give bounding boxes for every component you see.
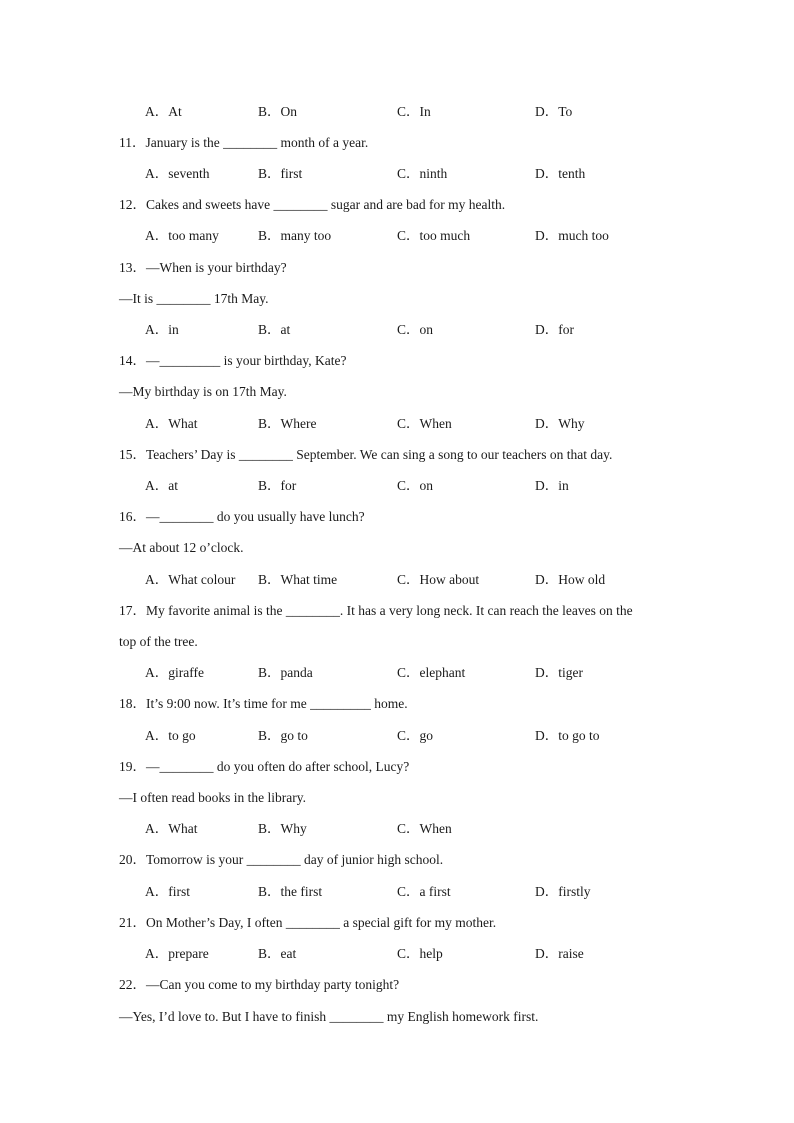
question-text: 13．—When is your birthday? xyxy=(119,260,287,275)
answer-option: D．tenth xyxy=(535,166,586,181)
answer-option: A．What xyxy=(145,416,198,431)
question-text-line xyxy=(0,507,794,527)
question-text: —Yes, I’d love to. But I have to finish ________ my English homework first. xyxy=(119,1009,539,1024)
answer-option: A．What xyxy=(145,821,198,836)
question-text-line xyxy=(0,1007,794,1027)
answer-options-row xyxy=(0,476,794,496)
answer-option: C．When xyxy=(397,416,452,431)
answer-option: B．many too xyxy=(258,228,332,243)
answer-option: C．too much xyxy=(397,228,471,243)
answer-options-row xyxy=(0,226,794,246)
answer-option: A．at xyxy=(145,478,178,493)
question-text: top of the tree. xyxy=(119,634,198,649)
answer-options-row xyxy=(0,726,794,746)
answer-options-row xyxy=(0,663,794,683)
question-text-line xyxy=(0,351,794,371)
answer-option: A．to go xyxy=(145,728,196,743)
question-text: 22．—Can you come to my birthday party tonight? xyxy=(119,977,400,992)
answer-option: C．go xyxy=(397,728,434,743)
answer-option: D．in xyxy=(535,478,569,493)
answer-option: D．for xyxy=(535,322,574,337)
answer-option: D．to go to xyxy=(535,728,600,743)
answer-option: C．on xyxy=(397,322,434,337)
answer-option: D．To xyxy=(535,104,573,119)
answer-option: C．elephant xyxy=(397,665,466,680)
answer-option: B．What time xyxy=(258,572,338,587)
answer-options-row xyxy=(0,570,794,590)
question-text: 15．Teachers’ Day is ________ September. We can sing a song to our teachers on that day. xyxy=(119,447,613,462)
question-text: —It is ________ 17th May. xyxy=(119,291,269,306)
answer-option: A．At xyxy=(145,104,182,119)
answer-option: C．ninth xyxy=(397,166,448,181)
answer-option: C．on xyxy=(397,478,434,493)
question-text-line xyxy=(0,538,794,558)
question-text-line xyxy=(0,195,794,215)
answer-option: C．When xyxy=(397,821,452,836)
question-text: —I often read books in the library. xyxy=(119,790,306,805)
answer-options-row xyxy=(0,414,794,434)
answer-option: C．How about xyxy=(397,572,480,587)
answer-option: D．firstly xyxy=(535,884,591,899)
question-text: 19．—________ do you often do after school, Lucy? xyxy=(119,759,410,774)
question-text-line xyxy=(0,975,794,995)
question-text: 18．It’s 9:00 now. It’s time for me _________ home. xyxy=(119,696,408,711)
question-text: 21．On Mother’s Day, I often ________ a special gift for my mother. xyxy=(119,915,497,930)
answer-option: B．first xyxy=(258,166,303,181)
answer-option: A．too many xyxy=(145,228,219,243)
question-text-line xyxy=(0,632,794,652)
question-text-line xyxy=(0,694,794,714)
answer-option: D．How old xyxy=(535,572,606,587)
question-text: 14．—_________ is your birthday, Kate? xyxy=(119,353,347,368)
answer-option: A．seventh xyxy=(145,166,210,181)
answer-options-row xyxy=(0,320,794,340)
question-text: 17．My favorite animal is the ________. It has a very long neck. It can reach the leaves on the xyxy=(119,603,633,618)
answer-option: A．first xyxy=(145,884,190,899)
question-text-line xyxy=(0,757,794,777)
answer-options-row xyxy=(0,164,794,184)
question-text-line xyxy=(0,382,794,402)
answer-option: D．much too xyxy=(535,228,609,243)
answer-option: D．Why xyxy=(535,416,585,431)
answer-options-row xyxy=(0,819,794,839)
question-text-line xyxy=(0,601,794,621)
question-text-line xyxy=(0,133,794,153)
answer-option: B．for xyxy=(258,478,297,493)
question-text: —My birthday is on 17th May. xyxy=(119,384,287,399)
answer-option: B．panda xyxy=(258,665,313,680)
answer-option: A．giraffe xyxy=(145,665,204,680)
answer-options-row xyxy=(0,882,794,902)
answer-option: B．On xyxy=(258,104,298,119)
answer-option: B．eat xyxy=(258,946,297,961)
answer-option: C．a first xyxy=(397,884,451,899)
question-text-line xyxy=(0,445,794,465)
answer-options-row xyxy=(0,944,794,964)
answer-option: B．Where xyxy=(258,416,317,431)
answer-option: C．In xyxy=(397,104,431,119)
answer-option: B．at xyxy=(258,322,291,337)
question-text: 11．January is the ________ month of a year. xyxy=(119,135,369,150)
answer-option: A．What colour xyxy=(145,572,236,587)
question-text: —At about 12 o’clock. xyxy=(119,540,244,555)
answer-option: A．prepare xyxy=(145,946,209,961)
answer-option: A．in xyxy=(145,322,179,337)
answer-option: B．go to xyxy=(258,728,308,743)
question-text-line xyxy=(0,258,794,278)
answer-option: B．the first xyxy=(258,884,323,899)
question-text-line xyxy=(0,788,794,808)
answer-option: D．raise xyxy=(535,946,584,961)
question-text: 20．Tomorrow is your ________ day of junior high school. xyxy=(119,852,444,867)
question-text-line xyxy=(0,913,794,933)
question-text-line xyxy=(0,289,794,309)
question-text-line xyxy=(0,850,794,870)
question-text: 12．Cakes and sweets have ________ sugar and are bad for my health. xyxy=(119,197,506,212)
answer-option: C．help xyxy=(397,946,443,961)
answer-option: B．Why xyxy=(258,821,307,836)
question-text: 16．—________ do you usually have lunch? xyxy=(119,509,365,524)
answer-options-row xyxy=(0,102,794,122)
answer-option: D．tiger xyxy=(535,665,583,680)
